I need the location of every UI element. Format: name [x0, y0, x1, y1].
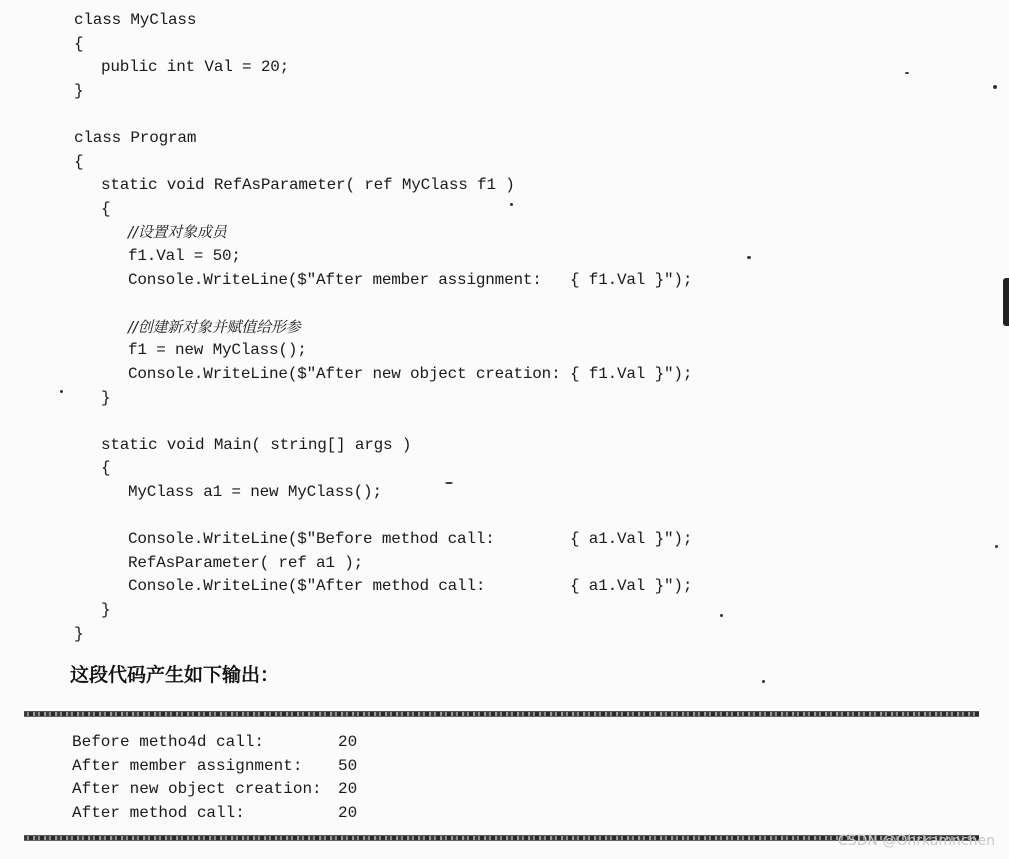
code-text: //设置对象成员: [128, 223, 227, 242]
scan-speck: [60, 390, 63, 393]
code-text: //创建新对象并赋值给形参: [128, 317, 301, 336]
scan-speck: [993, 85, 997, 89]
code-text: {: [101, 459, 111, 478]
output-value: 20: [338, 733, 358, 751]
output-value: 20: [338, 780, 358, 798]
code-interpolation: { f1.Val }");: [570, 365, 693, 383]
watermark: CSDN @Ohrkamnchen: [837, 833, 995, 849]
code-text: {: [74, 152, 84, 171]
bottom-divider: [24, 835, 979, 841]
code-interpolation: { a1.Val }");: [570, 577, 693, 596]
code-text: RefAsParameter( ref a1 );: [128, 553, 364, 572]
output-value: 20: [338, 803, 358, 822]
code-text: f1.Val = 50;: [128, 247, 241, 265]
code-text: }: [101, 388, 111, 407]
scan-speck: [762, 680, 765, 683]
code-interpolation: { a1.Val }");: [570, 530, 693, 549]
top-divider: [24, 711, 979, 717]
code-text: f1 = new MyClass();: [128, 341, 307, 360]
output-caption: 这段代码产生如下输出：: [70, 664, 280, 686]
scan-speck: [445, 482, 453, 484]
code-text: {: [74, 34, 84, 53]
code-text: }: [74, 81, 84, 100]
code-text: }: [74, 624, 84, 643]
code-text: Console.WriteLine($"After member assignment:: [128, 270, 542, 289]
scan-speck: [995, 545, 998, 548]
scan-speck: [510, 203, 513, 206]
page-edge-mark: [1003, 278, 1009, 326]
output-label: After new object creation:: [72, 780, 322, 798]
scan-speck: [747, 256, 751, 259]
output-value: 50: [338, 756, 358, 775]
output-label: After method call:: [72, 803, 245, 822]
output-label: Before metho4d call:: [72, 733, 265, 751]
code-text: Console.WriteLine($"After method call:: [128, 577, 486, 596]
scan-speck: [905, 72, 909, 74]
code-text: MyClass a1 = new MyClass();: [128, 483, 382, 501]
code-text: static void Main( string[] args ): [101, 435, 412, 454]
code-text: Console.WriteLine($"Before method call:: [128, 530, 495, 549]
scan-speck: [720, 614, 723, 617]
code-text: static void RefAsParameter( ref MyClass f1 ): [101, 176, 515, 195]
code-text: class Program: [74, 129, 197, 147]
code-interpolation: { f1.Val }");: [570, 270, 693, 289]
code-text: class MyClass: [74, 11, 197, 29]
code-text: public int Val = 20;: [101, 58, 290, 77]
code-text: }: [101, 601, 111, 619]
output-label: After member assignment:: [72, 756, 303, 775]
code-text: {: [101, 199, 111, 218]
code-text: Console.WriteLine($"After new object creation:: [128, 365, 561, 383]
